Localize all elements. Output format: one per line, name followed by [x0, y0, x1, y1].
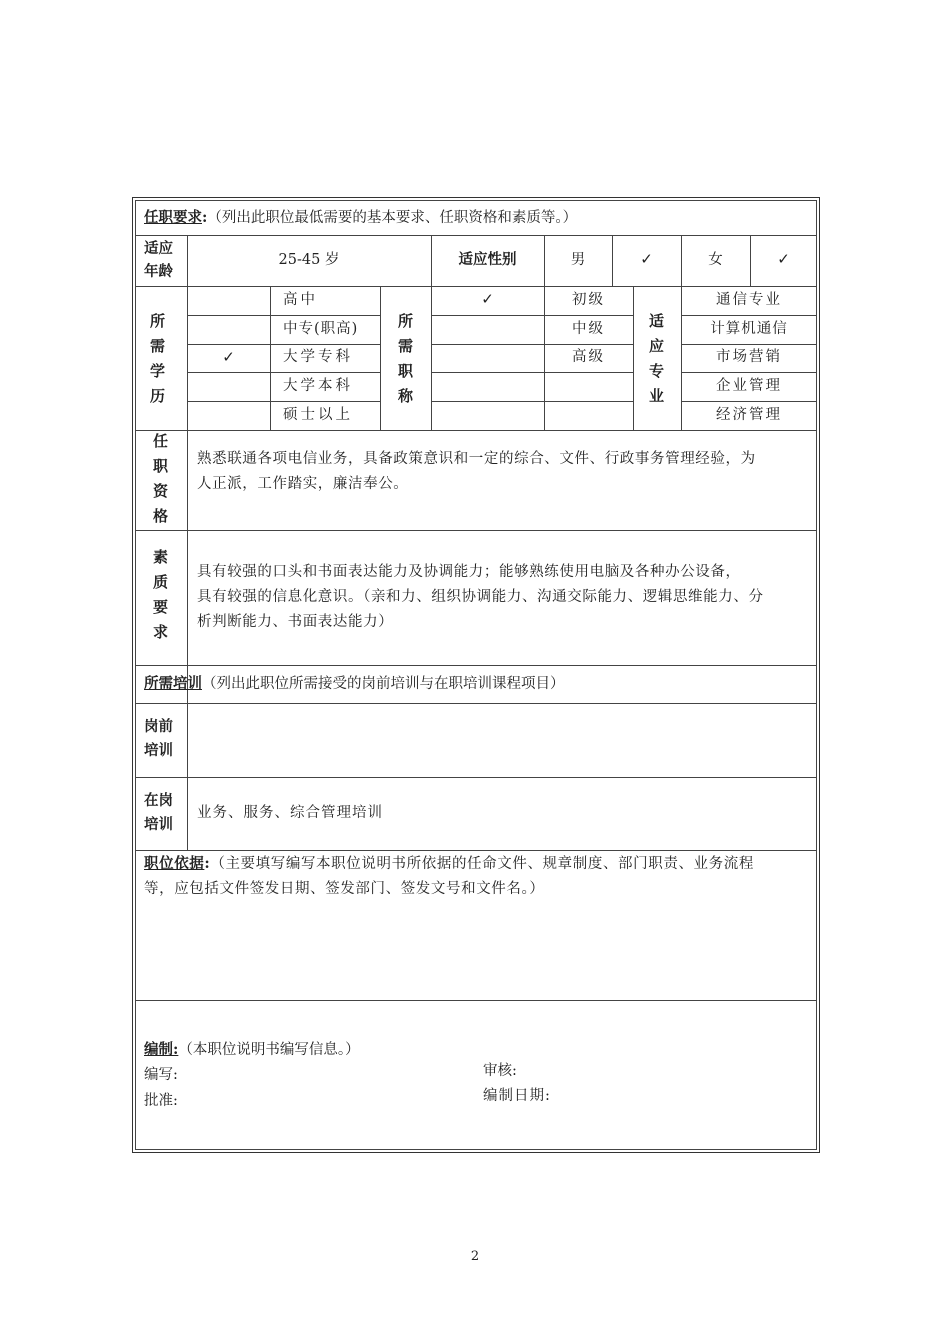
label-char: 求: [153, 623, 169, 641]
reviewer-field[interactable]: 审核:: [483, 1063, 517, 1079]
row-divider: [135, 286, 817, 287]
quality-line: 析判断能力、书面表达能力）: [197, 614, 394, 630]
major-item: 企业管理: [716, 378, 782, 394]
basis-heading: 职位依据: [144, 855, 205, 872]
education-level: 硕士以上: [283, 407, 353, 423]
label-char: 应: [649, 337, 665, 355]
row-divider: [135, 703, 817, 704]
gender-label: 适应性别: [458, 251, 517, 268]
title-label: [398, 314, 413, 414]
qualification-line: 人正派，工作踏实，廉洁奉公。: [197, 476, 409, 492]
col-divider: [187, 235, 188, 850]
row-divider: [187, 401, 380, 402]
qualification-line: 熟悉联通各项电信业务，具备政策意识和一定的综合、文件、行政事务管理经验，为: [197, 451, 756, 467]
requirements-heading-colon: :: [202, 209, 208, 226]
title-level: 高级: [572, 349, 605, 365]
gender-female: 女: [708, 252, 723, 268]
age-label-line2: 年龄: [144, 263, 173, 280]
quality-text: [197, 560, 812, 635]
label-char: 职: [153, 457, 169, 475]
label-char: 要: [153, 598, 169, 616]
gender-male: 男: [570, 252, 586, 268]
label-char: 资: [153, 482, 169, 500]
row-divider: [135, 430, 817, 431]
label-char: 职: [398, 362, 414, 380]
qualification-text: [197, 447, 812, 497]
education-level: 高中: [283, 292, 318, 308]
pre-training-label-line2: 培训: [144, 742, 173, 759]
major-label: [649, 314, 664, 414]
quality-label: [153, 550, 168, 650]
female-checkbox[interactable]: ✓: [777, 250, 790, 268]
row-divider: [187, 372, 380, 373]
col-divider: [270, 286, 271, 430]
basis-heading-colon: :: [204, 855, 211, 872]
basis-line: [144, 851, 814, 877]
title-level: 初级: [572, 292, 605, 308]
label-char: 所: [398, 312, 414, 330]
education-level: 大学本科: [283, 378, 353, 394]
compile-heading-row: [144, 1043, 360, 1058]
on-training-value: 业务、服务、综合管理培训: [197, 805, 383, 821]
compile-heading: 编制:: [144, 1041, 179, 1058]
row-divider: [187, 315, 380, 316]
row-divider: [431, 401, 633, 402]
page-number: 2: [470, 1249, 480, 1264]
requirements-heading: 任职要求: [144, 209, 202, 226]
training-heading-row: [144, 677, 565, 692]
title-check-junior[interactable]: ✓: [481, 290, 494, 308]
row-divider: [431, 372, 633, 373]
label-char: 业: [649, 387, 665, 405]
major-item: 通信专业: [716, 292, 782, 308]
education-label: [150, 314, 165, 414]
education-level: 中专(职高): [283, 321, 359, 337]
row-divider: [431, 315, 633, 316]
label-char: 格: [153, 507, 169, 525]
training-heading-note: （列出此职位所需接受的岗前培训与在职培训课程项目）: [202, 676, 565, 692]
male-checkbox[interactable]: ✓: [640, 250, 653, 268]
label-char: 素: [153, 548, 169, 566]
training-heading: 所需培训: [144, 675, 202, 692]
row-divider: [431, 344, 633, 345]
row-divider: [135, 530, 817, 531]
major-item: 经济管理: [716, 407, 782, 423]
qualification-label: [153, 434, 168, 534]
row-divider: [681, 315, 817, 316]
label-char: 需: [398, 337, 414, 355]
major-item: 计算机通信: [710, 321, 788, 337]
basis-section: [144, 851, 814, 902]
row-divider: [681, 372, 817, 373]
approver-field[interactable]: 批准:: [144, 1093, 178, 1109]
job-requirements-table: [135, 200, 817, 1150]
requirements-heading-note: （列出此职位最低需要的基本要求、任职资格和素质等。）: [207, 210, 578, 226]
label-char: 历: [150, 387, 166, 405]
title-level: 中级: [572, 321, 605, 337]
education-check-college[interactable]: ✓: [222, 348, 235, 366]
writer-field[interactable]: 编写:: [144, 1067, 178, 1083]
quality-line: 具有较强的口头和书面表达能力及协调能力；能够熟练使用电脑及各种办公设备，: [197, 564, 741, 580]
label-char: 任: [153, 432, 169, 450]
label-char: 适: [649, 312, 665, 330]
label-char: 学: [150, 362, 166, 380]
major-item: 市场营销: [716, 349, 782, 365]
label-char: 称: [398, 387, 414, 405]
quality-line: 具有较强的信息化意识。（亲和力、组织协调能力、沟通交际能力、逻辑思维能力、分: [197, 589, 764, 605]
row-divider: [135, 777, 817, 778]
label-char: 质: [153, 573, 169, 591]
row-divider: [681, 401, 817, 402]
on-training-label-line2: 培训: [144, 816, 173, 833]
row-divider: [135, 1000, 817, 1001]
pre-training-label-line1: 岗前: [144, 718, 173, 735]
basis-line: 等，应包括文件签发日期、签发部门、签发文号和文件名。）: [144, 881, 545, 897]
compile-date-field[interactable]: 编制日期:: [483, 1088, 551, 1104]
row-divider: [135, 665, 817, 666]
col-divider: [380, 286, 381, 430]
col-divider: [633, 286, 634, 430]
label-char: 所: [150, 312, 166, 330]
compile-heading-note: （本职位说明书编写信息。）: [178, 1042, 360, 1058]
age-label-line1: 适应: [144, 240, 173, 257]
basis-text: （主要填写编写本职位说明书所依据的任命文件、规章制度、部门职责、业务流程: [210, 856, 754, 872]
on-training-label-line1: 在岗: [144, 792, 173, 809]
row-divider: [681, 344, 817, 345]
age-value: 25-45 岁: [278, 252, 340, 268]
row-divider: [135, 235, 817, 236]
row-divider: [187, 344, 380, 345]
label-char: 需: [150, 337, 166, 355]
education-level: 大学专科: [283, 349, 353, 365]
requirements-heading-row: [144, 211, 577, 226]
label-char: 专: [649, 362, 665, 380]
